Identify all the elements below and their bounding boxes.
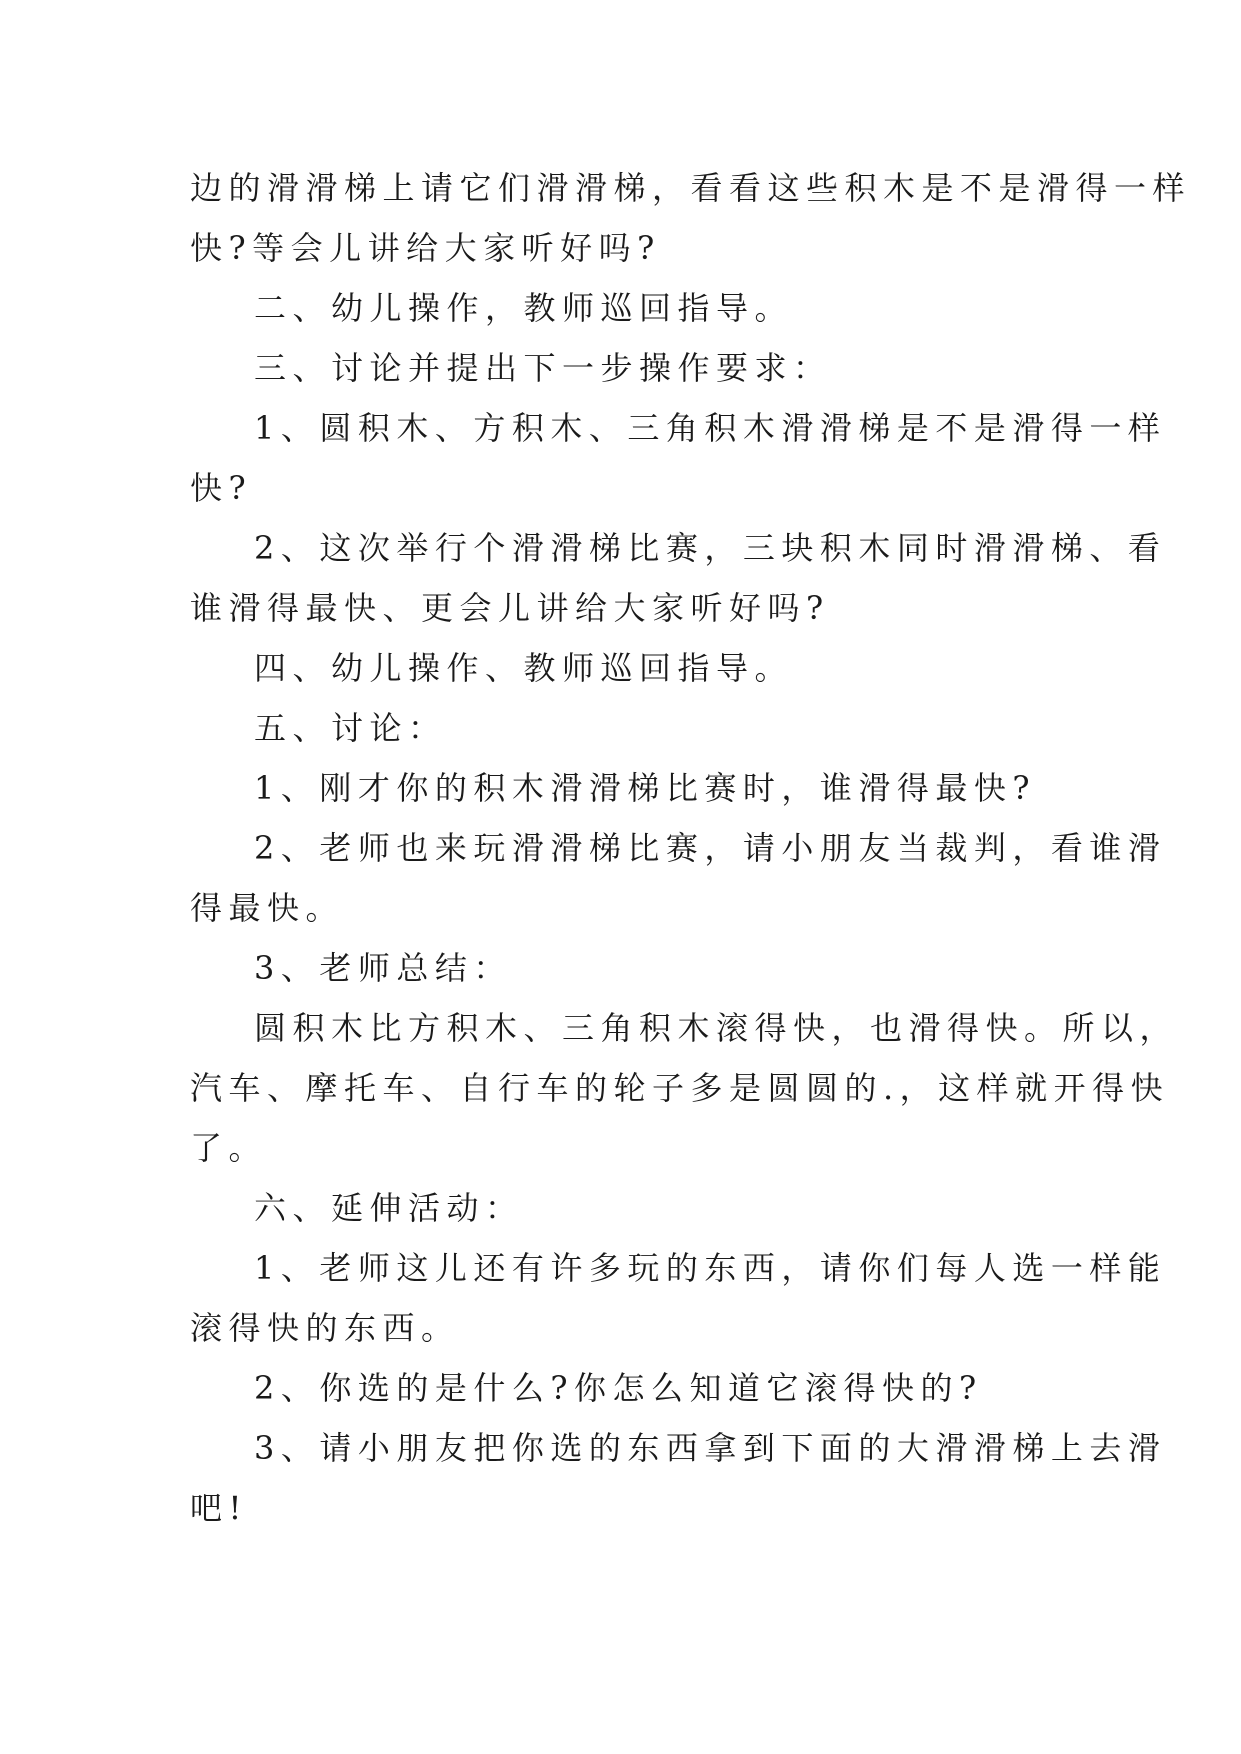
list-item: 2、你选的是什么?你怎么知道它滚得快的? — [254, 1369, 983, 1407]
paragraph-line: 吧! — [190, 1489, 248, 1527]
list-item: 1、刚才你的积木滑滑梯比赛时，谁滑得最快? — [254, 769, 1037, 807]
paragraph-line: 快? — [190, 469, 253, 507]
section-heading: 三、讨论并提出下一步操作要求： — [254, 349, 832, 387]
paragraph-line: 了。 — [190, 1129, 268, 1167]
list-item: 2、这次举行个滑滑梯比赛，三块积木同时滑滑梯、看 — [254, 529, 1167, 567]
paragraph-line: 快?等会儿讲给大家听好吗? — [190, 229, 661, 267]
list-item: 1、老师这儿还有许多玩的东西，请你们每人选一样能 — [254, 1249, 1167, 1287]
section-heading: 四、幼儿操作、教师巡回指导。 — [254, 649, 794, 687]
paragraph-line: 汽车、摩托车、自行车的轮子多是圆圆的.，这样就开得快 — [190, 1069, 1170, 1107]
paragraph-line: 滚得快的东西。 — [190, 1309, 460, 1347]
section-heading: 六、延伸活动： — [254, 1189, 524, 1227]
paragraph-line: 谁滑得最快、更会儿讲给大家听好吗? — [190, 589, 830, 627]
summary-paragraph: 圆积木比方积木、三角积木滚得快，也滑得快。所以， — [254, 1009, 1179, 1047]
list-item: 2、老师也来玩滑滑梯比赛，请小朋友当裁判，看谁滑 — [254, 829, 1167, 867]
list-item: 1、圆积木、方积木、三角积木滑滑梯是不是滑得一样 — [254, 409, 1167, 447]
list-item: 3、老师总结： — [254, 949, 512, 987]
paragraph-line: 得最快。 — [190, 889, 345, 927]
section-heading: 二、幼儿操作，教师巡回指导。 — [254, 289, 794, 327]
section-heading: 五、讨论： — [254, 709, 447, 747]
document-body — [190, 158, 1192, 1538]
paragraph-line: 边的滑滑梯上请它们滑滑梯，看看这些积木是不是滑得一样 — [190, 169, 1192, 207]
list-item: 3、请小朋友把你选的东西拿到下面的大滑滑梯上去滑 — [254, 1429, 1167, 1467]
